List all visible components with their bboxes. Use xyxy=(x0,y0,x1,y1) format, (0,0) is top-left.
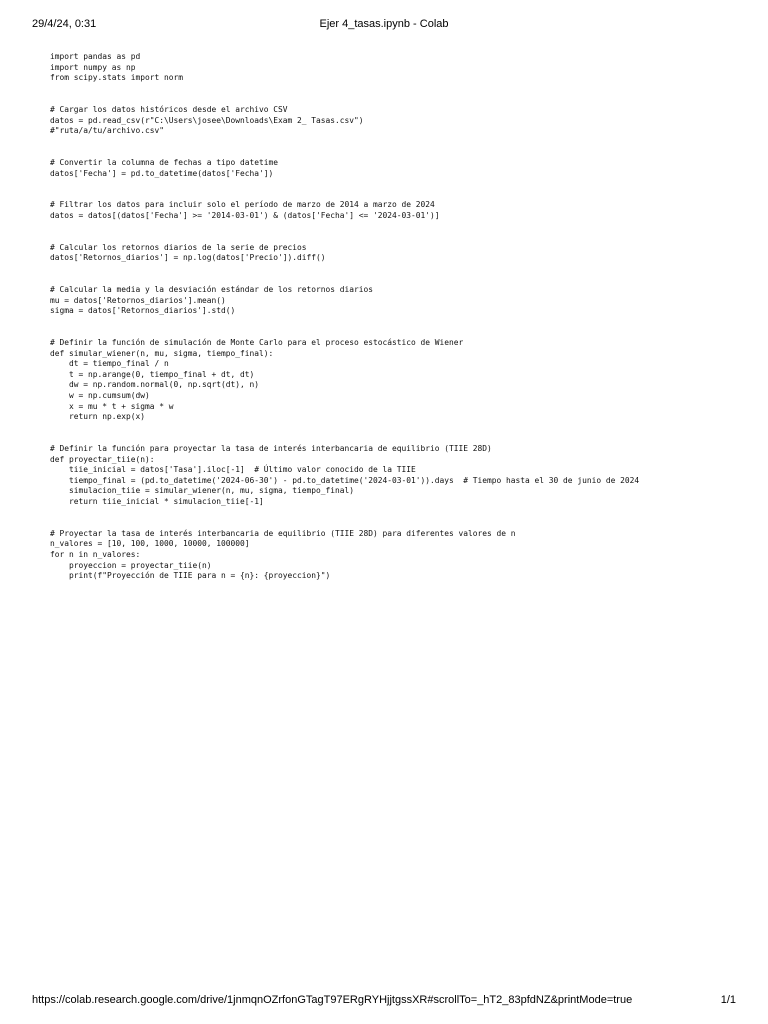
code-line xyxy=(50,508,748,519)
code-line xyxy=(50,179,748,190)
print-datetime: 29/4/24, 0:31 xyxy=(32,18,97,30)
code-line: import pandas as pd xyxy=(50,52,141,61)
code-line: proyeccion = proyectar_tiie(n) xyxy=(50,560,212,570)
code-line: datos = pd.read_csv(r"C:\Users\josee\Downloads\Exam 2_ Tasas.csv") xyxy=(50,115,364,125)
print-header xyxy=(32,18,736,32)
code-line xyxy=(50,518,748,529)
code-line xyxy=(50,84,748,95)
code-line xyxy=(50,433,748,444)
code-line xyxy=(50,317,748,328)
code-line: # Definir la función de simulación de Monte Carlo para el proceso estocástico de Wiener xyxy=(50,338,464,348)
code-line xyxy=(50,423,748,434)
code-line: def proyectar_tiie(n): xyxy=(50,454,155,464)
code-line: print(f"Proyección de TIIE para n = {n}: {proyeccion}") xyxy=(50,571,331,581)
code-line: datos['Retornos_diarios'] = np.log(datos['Precio']).diff() xyxy=(50,253,326,263)
page-number: 1/1 xyxy=(720,994,736,1006)
code-line xyxy=(50,190,748,201)
code-line: # Definir la función para proyectar la tasa de interés interbancaria de equilibrio (TIIE 28D) xyxy=(50,443,492,453)
code-line xyxy=(50,274,748,285)
code-line: x = mu * t + sigma * w xyxy=(50,401,174,411)
code-line xyxy=(50,327,748,338)
code-line: w = np.cumsum(dw) xyxy=(50,391,150,400)
code-line: return np.exp(x) xyxy=(50,412,146,422)
code-line xyxy=(50,94,748,105)
code-line: # Cargar los datos históricos desde el archivo CSV xyxy=(50,104,288,114)
code-line: return tiie_inicial * simulacion_tiie[-1] xyxy=(50,496,264,506)
code-line: sigma = datos['Retornos_diarios'].std() xyxy=(50,306,236,316)
print-footer xyxy=(32,994,736,1008)
code-line: #"ruta/a/tu/archivo.csv" xyxy=(50,126,165,136)
code-cell xyxy=(50,52,748,582)
code-line: # Calcular la media y la desviación estándar de los retornos diarios xyxy=(50,285,374,295)
code-line: dw = np.random.normal(0, np.sqrt(dt), n) xyxy=(50,380,260,390)
code-line: tiempo_final = (pd.to_datetime('2024-06-30') - pd.to_datetime('2024-03-01')).days # Tiempo hasta el 30 de junio de 2024 xyxy=(50,475,640,485)
code-line: mu = datos['Retornos_diarios'].mean() xyxy=(50,295,226,305)
code-line xyxy=(50,222,748,233)
code-line xyxy=(50,232,748,243)
code-line: # Filtrar los datos para incluir solo el período de marzo de 2014 a marzo de 2024 xyxy=(50,200,435,210)
code-line: datos = datos[(datos['Fecha'] >= '2014-03-01') & (datos['Fecha'] <= '2024-03-01')] xyxy=(50,210,440,220)
code-line: def simular_wiener(n, mu, sigma, tiempo_final): xyxy=(50,348,274,358)
code-line: # Calcular los retornos diarios de la serie de precios xyxy=(50,242,307,252)
code-line: from scipy.stats import norm xyxy=(50,73,184,83)
document-title: Ejer 4_tasas.ipynb - Colab xyxy=(319,18,449,30)
code-line: # Convertir la columna de fechas a tipo datetime xyxy=(50,157,279,167)
code-line: # Proyectar la tasa de interés interbancaria de equilibrio (TIIE 28D) para diferentes valores de n xyxy=(50,528,516,538)
code-line xyxy=(50,264,748,275)
code-line xyxy=(50,147,748,158)
code-line: datos['Fecha'] = pd.to_datetime(datos['Fecha']) xyxy=(50,168,274,178)
code-line: tiie_inicial = datos['Tasa'].iloc[-1] # Último valor conocido de la TIIE xyxy=(50,465,416,475)
page-url: https://colab.research.google.com/drive/1jnmqnOZrfonGTagT97ERgRYHjjtgssXR#scrollTo=_hT2_83pfdNZ&printMode=true xyxy=(32,994,633,1006)
code-line: for n in n_valores: xyxy=(50,549,141,559)
code-line: import numpy as np xyxy=(50,62,136,72)
code-line xyxy=(50,137,748,148)
code-line: dt = tiempo_final / n xyxy=(50,359,169,369)
code-line: t = np.arange(0, tiempo_final + dt, dt) xyxy=(50,369,255,379)
code-line: simulacion_tiie = simular_wiener(n, mu, sigma, tiempo_final) xyxy=(50,486,355,496)
code-line: n_valores = [10, 100, 1000, 10000, 100000] xyxy=(50,539,250,549)
